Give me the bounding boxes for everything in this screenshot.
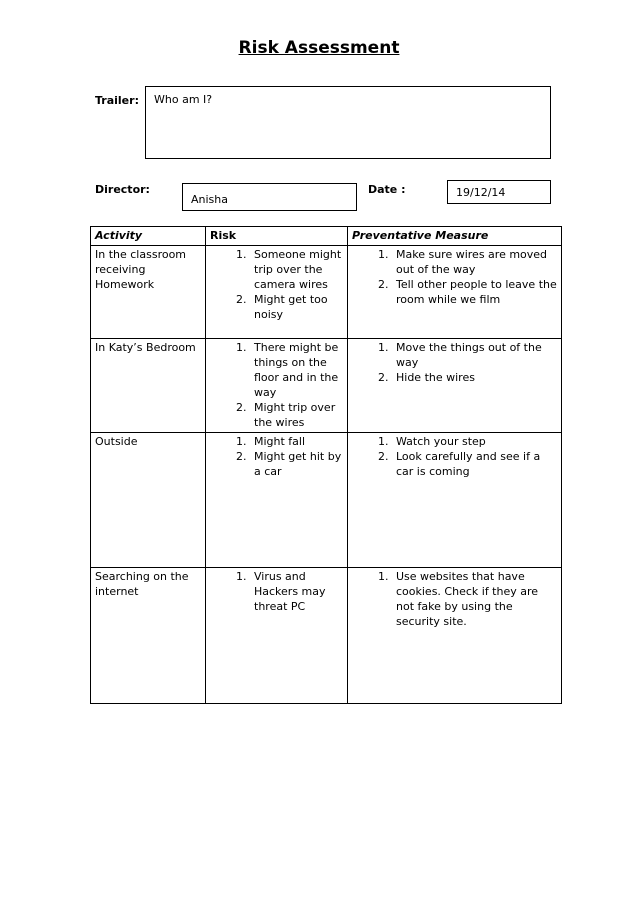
- header-preventative-measure: Preventative Measure: [348, 227, 562, 246]
- measure-cell: [348, 568, 562, 704]
- trailer-label: Trailer:: [95, 94, 139, 107]
- measure-item: 1. Use websites that have cookies. Check if they are not fake by using the security site.: [392, 569, 557, 629]
- table-row: [91, 339, 562, 433]
- header-activity: Activity: [91, 227, 206, 246]
- measure-item: 1. Move the things out of the way: [392, 340, 557, 370]
- measure-item: 2. Hide the wires: [392, 370, 557, 385]
- risk-cell: [206, 433, 348, 568]
- table-row: [91, 246, 562, 339]
- director-label: Director:: [95, 183, 150, 196]
- activity-cell: Searching on the internet: [91, 568, 206, 704]
- activity-cell: Outside: [91, 433, 206, 568]
- trailer-value: Who am I?: [154, 93, 213, 106]
- activity-cell: In the classroom receiving Homework: [91, 246, 206, 339]
- measure-cell: [348, 433, 562, 568]
- risk-item: 1. Someone might trip over the camera wires: [250, 247, 343, 292]
- director-value: Anisha: [191, 193, 228, 206]
- table-row: [91, 568, 562, 704]
- table-row: [91, 433, 562, 568]
- risk-cell: [206, 568, 348, 704]
- page-title: Risk Assessment: [238, 38, 400, 58]
- risk-item: 1. There might be things on the floor and in the way: [250, 340, 343, 400]
- date-field[interactable]: [447, 180, 551, 204]
- risk-table: [90, 226, 562, 704]
- risk-item: 2. Might get hit by a car: [250, 449, 343, 479]
- risk-cell: [206, 339, 348, 433]
- measure-item: 1. Make sure wires are moved out of the way: [392, 247, 557, 277]
- risk-item: 1. Might fall: [250, 434, 343, 449]
- risk-item: 2. Might trip over the wires: [250, 400, 343, 430]
- risk-cell: [206, 246, 348, 339]
- measure-item: 2. Look carefully and see if a car is coming: [392, 449, 557, 479]
- measure-item: 1. Watch your step: [392, 434, 557, 449]
- table-header-row: [91, 227, 562, 246]
- date-value: 19/12/14: [456, 186, 506, 199]
- date-label: Date :: [368, 183, 406, 196]
- header-risk: Risk: [206, 227, 348, 246]
- measure-cell: [348, 339, 562, 433]
- director-field[interactable]: [182, 183, 357, 211]
- activity-cell: In Katy’s Bedroom: [91, 339, 206, 433]
- measure-item: 2. Tell other people to leave the room while we film: [392, 277, 557, 307]
- risk-item: 2. Might get too noisy: [250, 292, 343, 322]
- trailer-field[interactable]: [145, 86, 551, 159]
- risk-item: 1. Virus and Hackers may threat PC: [250, 569, 343, 614]
- measure-cell: [348, 246, 562, 339]
